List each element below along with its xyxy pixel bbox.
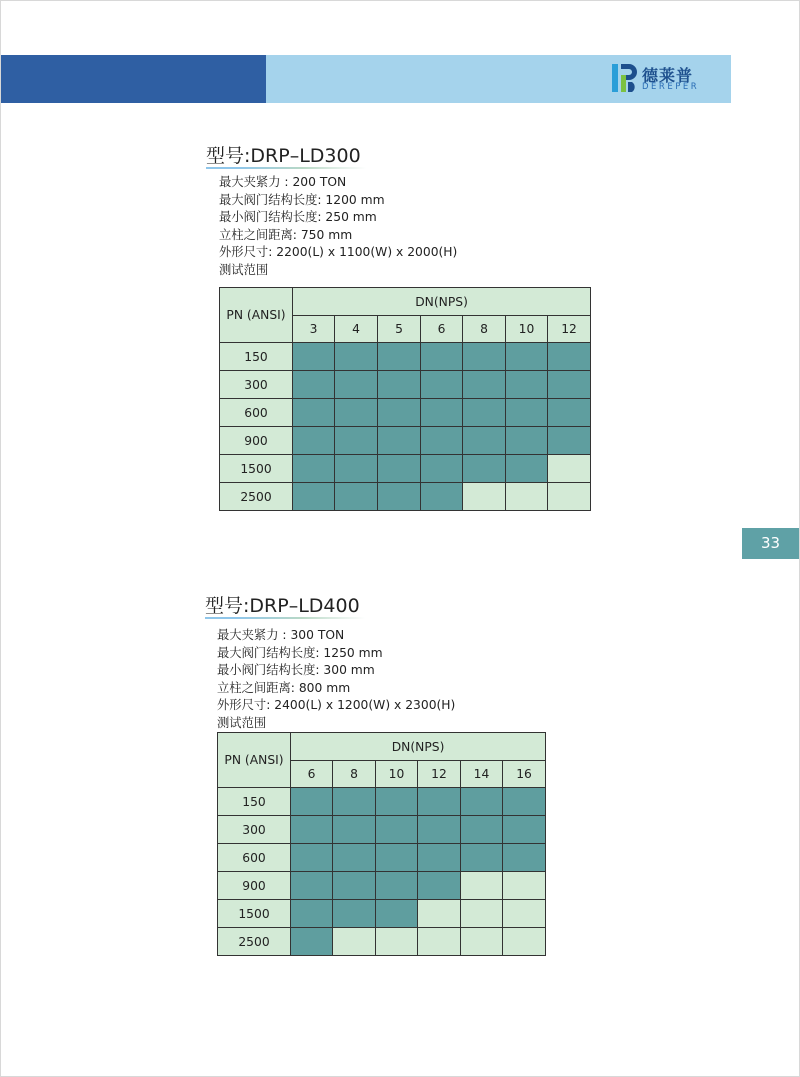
test-range-cell-filled [335,399,378,427]
test-range-cell-filled [335,455,378,483]
table-row [218,844,546,872]
test-range-cell-empty [461,872,503,900]
test-range-cell-empty [463,483,506,511]
pn-row-label: 600 [220,399,293,427]
pn-row-label: 300 [218,816,291,844]
test-range-cell-empty [461,900,503,928]
page-number-tab: 33 [742,528,799,559]
test-range-cell-filled [421,343,463,371]
spec-test-range-label: 测试范围 [219,262,269,277]
table-row [218,900,546,928]
dereper-logo-icon [612,63,638,93]
test-range-cell-filled [291,928,333,956]
spec-dimensions: 外形尺寸: 2400(L) x 1200(W) x 2300(H) [217,698,456,712]
test-range-cell-filled [548,399,591,427]
test-range-cell-filled [293,399,335,427]
table-row [218,816,546,844]
test-range-cell-filled [506,343,548,371]
test-range-cell-filled [293,455,335,483]
test-range-cell-filled [376,844,418,872]
test-range-cell-filled [376,900,418,928]
test-range-cell-empty [418,900,461,928]
dn-column-header: 12 [418,761,461,788]
model-title: 型号:DRP–LD400 [205,595,360,617]
dn-column-header: 10 [506,316,548,343]
spec-list [217,627,455,732]
test-range-cell-filled [421,371,463,399]
test-range-cell-filled [548,343,591,371]
test-range-cell-filled [293,343,335,371]
test-range-cell-empty [503,872,546,900]
test-range-cell-filled [421,399,463,427]
test-range-cell-filled [463,427,506,455]
test-range-cell-filled [291,788,333,816]
test-range-cell-filled [376,872,418,900]
test-range-cell-filled [548,371,591,399]
test-range-cell-filled [418,788,461,816]
pn-header-cell: PN (ANSI) [220,288,293,343]
pn-header-cell: PN (ANSI) [218,733,291,788]
brand-name-cn: 德莱普 [642,66,694,85]
dn-column-header: 10 [376,761,418,788]
table-row [220,371,591,399]
pn-row-label: 1500 [218,900,291,928]
table-row [220,399,591,427]
dn-header-cell: DN(NPS) [291,733,546,761]
test-range-cell-filled [333,844,376,872]
pn-row-label: 1500 [220,455,293,483]
spec-dimensions: 外形尺寸: 2200(L) x 1100(W) x 2000(H) [219,245,458,259]
test-range-cell-filled [421,455,463,483]
test-range-cell-filled [333,872,376,900]
spec-min-valve-length: 最小阀门结构长度: 300 mm [217,663,375,677]
test-range-cell-filled [291,872,333,900]
test-range-cell-filled [418,816,461,844]
dn-column-header: 6 [291,761,333,788]
table-row [218,928,546,956]
spec-min-valve-length: 最小阀门结构长度: 250 mm [219,210,377,224]
test-range-cell-filled [461,816,503,844]
dn-column-header: 16 [503,761,546,788]
spec-max-valve-length: 最大阀门结构长度: 1200 mm [219,192,385,207]
test-range-cell-filled [506,399,548,427]
test-range-cell-empty [503,928,546,956]
title-underline [206,167,366,169]
test-range-cell-filled [418,844,461,872]
spec-column-distance: 立柱之间距离: 800 mm [217,680,351,695]
dn-column-header: 12 [548,316,591,343]
dn-column-header: 8 [463,316,506,343]
table-row [220,343,591,371]
test-range-cell-filled [293,483,335,511]
test-range-cell-filled [335,427,378,455]
test-range-cell-filled [378,455,421,483]
pn-row-label: 2500 [220,483,293,511]
test-range-cell-empty [548,483,591,511]
test-range-cell-filled [378,427,421,455]
dn-column-header: 8 [333,761,376,788]
test-range-cell-filled [333,816,376,844]
test-range-cell-filled [293,427,335,455]
test-range-cell-filled [291,900,333,928]
test-range-cell-filled [506,427,548,455]
pn-row-label: 300 [220,371,293,399]
test-range-cell-filled [335,343,378,371]
title-underline [205,617,365,619]
pn-row-label: 900 [220,427,293,455]
brand-logo [612,63,722,95]
test-range-cell-filled [291,844,333,872]
spec-test-range-label: 测试范围 [217,715,267,730]
test-range-cell-filled [376,788,418,816]
test-range-cell-filled [548,427,591,455]
test-range-cell-filled [463,399,506,427]
dn-column-header: 4 [335,316,378,343]
test-range-cell-filled [503,844,546,872]
brand-name-en: DEREPER [642,82,700,92]
test-range-cell-filled [506,455,548,483]
test-range-cell-empty [461,928,503,956]
table-row [218,872,546,900]
table-row [220,483,591,511]
table-row [218,788,546,816]
test-range-cell-filled [463,371,506,399]
test-range-table-ld400 [217,732,546,956]
test-range-cell-empty [548,455,591,483]
pn-row-label: 600 [218,844,291,872]
test-range-table-ld300 [219,287,591,511]
spec-max-clamp-force: 最大夹紧力 : 300 TON [217,628,345,642]
test-range-cell-filled [378,399,421,427]
test-range-cell-empty [376,928,418,956]
test-range-cell-filled [335,371,378,399]
test-range-cell-filled [503,816,546,844]
test-range-cell-filled [506,371,548,399]
spec-max-clamp-force: 最大夹紧力 : 200 TON [219,175,347,189]
test-range-cell-filled [378,483,421,511]
table-row [220,427,591,455]
dn-column-header: 14 [461,761,503,788]
test-range-cell-filled [503,788,546,816]
pn-row-label: 2500 [218,928,291,956]
spec-list [219,174,457,279]
table-row [220,455,591,483]
model-title: 型号:DRP–LD300 [206,145,361,167]
dn-header-cell: DN(NPS) [293,288,591,316]
test-range-cell-filled [421,427,463,455]
test-range-cell-filled [376,816,418,844]
test-range-cell-filled [378,343,421,371]
test-range-cell-empty [506,483,548,511]
test-range-cell-empty [503,900,546,928]
dn-column-header: 6 [421,316,463,343]
test-range-cell-filled [463,455,506,483]
test-range-cell-filled [333,788,376,816]
test-range-cell-filled [291,816,333,844]
test-range-cell-filled [378,371,421,399]
test-range-cell-filled [461,844,503,872]
test-range-cell-filled [418,872,461,900]
test-range-cell-filled [463,343,506,371]
header-band-dark [1,55,266,103]
test-range-cell-empty [333,928,376,956]
pn-row-label: 900 [218,872,291,900]
test-range-cell-filled [335,483,378,511]
test-range-cell-filled [421,483,463,511]
test-range-cell-filled [333,900,376,928]
pn-row-label: 150 [220,343,293,371]
test-range-cell-filled [461,788,503,816]
dn-column-header: 5 [378,316,421,343]
test-range-cell-filled [293,371,335,399]
spec-max-valve-length: 最大阀门结构长度: 1250 mm [217,645,383,660]
pn-row-label: 150 [218,788,291,816]
dn-column-header: 3 [293,316,335,343]
spec-column-distance: 立柱之间距离: 750 mm [219,227,353,242]
test-range-cell-empty [418,928,461,956]
